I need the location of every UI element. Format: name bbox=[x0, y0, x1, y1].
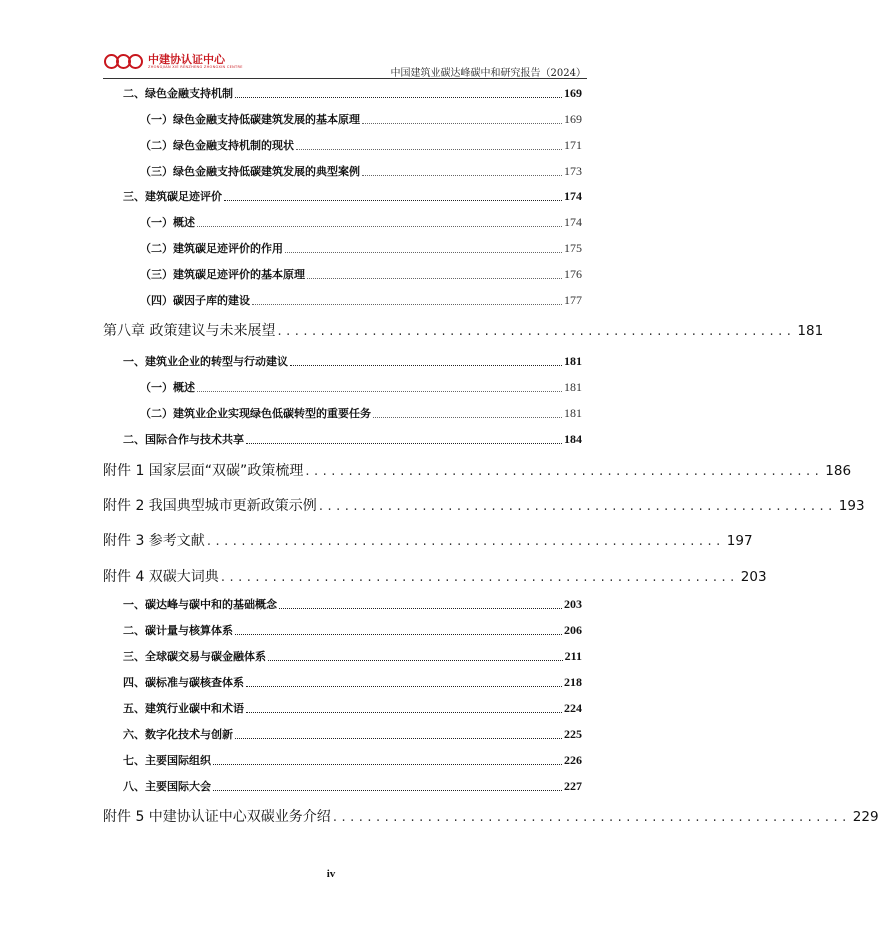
toc-entry-title: 七、主要国际组织 bbox=[123, 754, 211, 767]
toc-page-number: 181 bbox=[564, 380, 582, 394]
toc-entry[interactable] bbox=[123, 85, 582, 101]
toc-entry[interactable] bbox=[103, 495, 865, 515]
toc-leader-dots bbox=[246, 686, 562, 687]
toc-page-number: 224 bbox=[564, 701, 582, 715]
toc-page-number: 181 bbox=[564, 406, 582, 420]
toc-entry-title: 三、全球碳交易与碳金融体系 bbox=[123, 650, 266, 663]
toc-entry-title: 三、建筑碳足迹评价 bbox=[123, 190, 222, 203]
toc-leader-dots bbox=[362, 175, 562, 176]
toc-page-number: 211 bbox=[564, 649, 582, 663]
page-header bbox=[0, 0, 662, 80]
toc-entry-title: （三）建筑碳足迹评价的基本原理 bbox=[140, 268, 305, 281]
toc-entry-title: 四、碳标准与碳核查体系 bbox=[123, 676, 244, 689]
toc-leader-dots bbox=[224, 200, 562, 201]
toc-entry[interactable] bbox=[103, 460, 852, 480]
toc-entry[interactable] bbox=[140, 405, 582, 421]
toc-page-number: 203 bbox=[740, 569, 767, 585]
header-rule bbox=[103, 78, 587, 79]
toc-entry[interactable] bbox=[103, 320, 824, 340]
toc-entry[interactable] bbox=[103, 806, 879, 826]
toc-page-number: 169 bbox=[564, 86, 582, 100]
toc-entry-title: （三）绿色金融支持低碳建筑发展的典型案例 bbox=[140, 165, 360, 178]
toc-page-number: 171 bbox=[564, 138, 582, 152]
page-number: iv bbox=[326, 868, 336, 880]
toc-entry-title: 附件 5 中建协认证中心双碳业务介绍 bbox=[103, 809, 331, 825]
toc-entry[interactable] bbox=[103, 530, 753, 550]
toc-entry-title: 第八章 政策建议与未来展望 bbox=[103, 323, 276, 339]
running-header-title: 中国建筑业碳达峰碳中和研究报告（2024） bbox=[390, 68, 586, 79]
toc-entry[interactable] bbox=[123, 622, 582, 638]
organization-logo bbox=[104, 54, 243, 70]
toc-page-number: 176 bbox=[564, 267, 582, 281]
toc-leader-dots: ............................................................ bbox=[332, 810, 851, 825]
toc-entry-title: 一、碳达峰与碳中和的基础概念 bbox=[123, 598, 277, 611]
toc-entry-title: 二、碳计量与核算体系 bbox=[123, 624, 233, 637]
toc-entry[interactable] bbox=[140, 214, 582, 230]
toc-leader-dots bbox=[197, 226, 562, 227]
logo-rings-icon bbox=[104, 54, 140, 69]
toc-entry[interactable] bbox=[140, 240, 582, 256]
toc-entry[interactable] bbox=[123, 752, 582, 768]
logo-english-name: ZHONGJIAN XIE RENZHENG ZHONGXIN CENTRE bbox=[148, 65, 243, 69]
toc-leader-dots: ............................................................ bbox=[277, 324, 796, 339]
toc-entry[interactable] bbox=[140, 111, 582, 127]
toc-leader-dots: ............................................................ bbox=[305, 464, 824, 479]
toc-leader-dots: ............................................................ bbox=[318, 499, 837, 514]
toc-leader-dots bbox=[235, 97, 562, 98]
toc-entry[interactable] bbox=[123, 188, 582, 204]
toc-entry[interactable] bbox=[140, 292, 582, 308]
toc-page-number: 197 bbox=[726, 533, 753, 549]
toc-page-number: 218 bbox=[564, 675, 582, 689]
toc-page-number: 193 bbox=[838, 498, 865, 514]
toc-entry-title: （一）概述 bbox=[140, 216, 195, 229]
toc-page-number: 177 bbox=[564, 293, 582, 307]
toc-entry-title: （二）建筑业企业实现绿色低碳转型的重要任务 bbox=[140, 407, 371, 420]
toc-page-number: 174 bbox=[564, 189, 582, 203]
toc-entry-title: 附件 4 双碳大词典 bbox=[103, 569, 219, 585]
toc-entry[interactable] bbox=[140, 137, 582, 153]
toc-entry-title: 一、建筑业企业的转型与行动建议 bbox=[123, 355, 288, 368]
toc-page-number: 173 bbox=[564, 164, 582, 178]
toc-entry[interactable] bbox=[123, 596, 582, 612]
toc-entry-title: （二）绿色金融支持机制的现状 bbox=[140, 139, 294, 152]
toc-entry-title: 附件 3 参考文献 bbox=[103, 533, 205, 549]
toc-leader-dots bbox=[268, 660, 563, 661]
toc-entry-title: （一）绿色金融支持低碳建筑发展的基本原理 bbox=[140, 113, 360, 126]
toc-leader-dots bbox=[362, 123, 562, 124]
toc-page-number: 175 bbox=[564, 241, 582, 255]
toc-entry-title: （二）建筑碳足迹评价的作用 bbox=[140, 242, 283, 255]
toc-page-number: 169 bbox=[564, 112, 582, 126]
toc-page-number: 206 bbox=[564, 623, 582, 637]
toc-leader-dots bbox=[246, 443, 562, 444]
toc-leader-dots bbox=[307, 278, 562, 279]
toc-entry[interactable] bbox=[103, 566, 767, 586]
toc-page-number: 226 bbox=[564, 753, 582, 767]
toc-leader-dots bbox=[235, 634, 562, 635]
toc-entry[interactable] bbox=[123, 726, 582, 742]
toc-entry[interactable] bbox=[140, 266, 582, 282]
toc-page-number: 184 bbox=[564, 432, 582, 446]
toc-entry[interactable] bbox=[140, 379, 582, 395]
toc-leader-dots bbox=[285, 252, 562, 253]
toc-page-number: 227 bbox=[564, 779, 582, 793]
toc-entry-title: （四）碳因子库的建设 bbox=[140, 294, 250, 307]
toc-entry-title: 二、国际合作与技术共享 bbox=[123, 433, 244, 446]
toc-entry[interactable] bbox=[123, 700, 582, 716]
toc-entry-title: 八、主要国际大会 bbox=[123, 780, 211, 793]
toc-leader-dots bbox=[235, 738, 562, 739]
toc-entry-title: 六、数字化技术与创新 bbox=[123, 728, 233, 741]
toc-entry[interactable] bbox=[123, 778, 582, 794]
toc-leader-dots bbox=[246, 712, 562, 713]
toc-page-number: 181 bbox=[564, 354, 582, 368]
toc-leader-dots bbox=[279, 608, 562, 609]
toc-leader-dots bbox=[213, 790, 562, 791]
toc-leader-dots bbox=[213, 764, 562, 765]
toc-entry-title: 附件 1 国家层面“双碳”政策梳理 bbox=[103, 463, 304, 479]
toc-entry[interactable] bbox=[123, 431, 582, 447]
toc-page-number: 225 bbox=[564, 727, 582, 741]
toc-entry[interactable] bbox=[123, 648, 582, 664]
toc-entry-title: 二、绿色金融支持机制 bbox=[123, 87, 233, 100]
logo-name: 中建协认证中心 bbox=[148, 53, 225, 66]
toc-entry[interactable] bbox=[123, 674, 582, 690]
toc-leader-dots: ............................................................ bbox=[220, 570, 739, 585]
toc-leader-dots bbox=[197, 391, 562, 392]
toc-entry-title: 附件 2 我国典型城市更新政策示例 bbox=[103, 498, 317, 514]
toc-leader-dots bbox=[296, 149, 562, 150]
toc-entry[interactable] bbox=[123, 353, 582, 369]
toc-page-number: 186 bbox=[825, 463, 852, 479]
toc-entry[interactable] bbox=[140, 163, 582, 179]
toc-leader-dots: ............................................................ bbox=[206, 534, 725, 549]
toc-page-number: 203 bbox=[564, 597, 582, 611]
toc-entry-title: 五、建筑行业碳中和术语 bbox=[123, 702, 244, 715]
toc-leader-dots bbox=[373, 417, 562, 418]
toc-leader-dots bbox=[252, 304, 562, 305]
toc-entry-title: （一）概述 bbox=[140, 381, 195, 394]
toc-page-number: 174 bbox=[564, 215, 582, 229]
toc-page-number: 181 bbox=[797, 323, 824, 339]
toc-leader-dots bbox=[290, 365, 562, 366]
toc-page-number: 229 bbox=[852, 809, 879, 825]
